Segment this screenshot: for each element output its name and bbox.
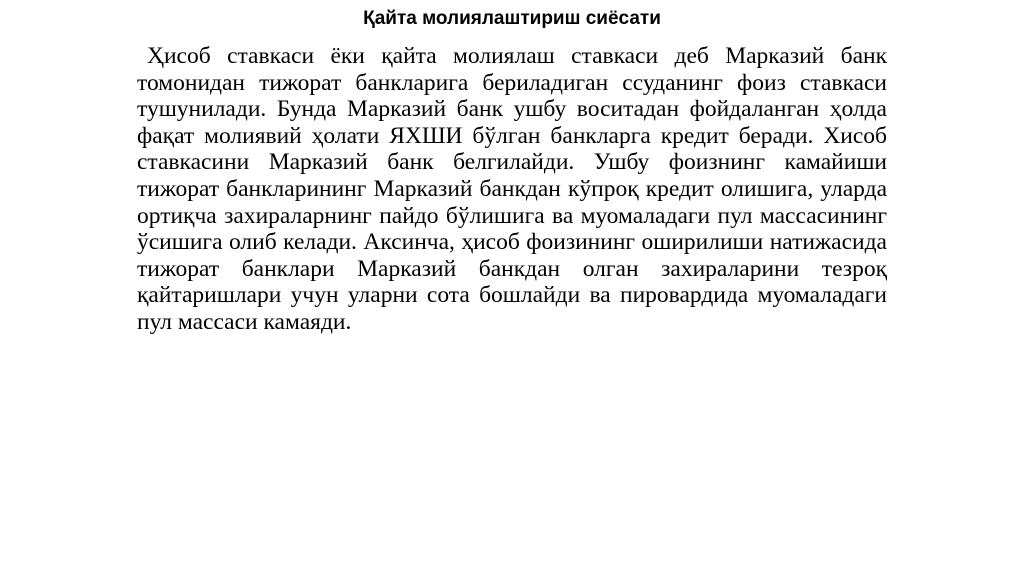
slide-title: Қайта молиялаштириш сиёсати bbox=[363, 8, 661, 29]
slide-paragraph: Ҳисоб ставкаси ёки қайта молиялаш ставкаси деб Марказий банк томонидан тижорат банкларига бериладиган ссуданинг фоиз ставкаси тушунилади. Бунда Марказий банк ушбу воситадан фойдаланган ҳолда фақат молиявий ҳолати ЯХШИ бўлган банкларга кредит беради. Хисоб ставкасини Марказий банк белгилайди. Ушбу фоизнинг камайиши тижорат банкларининг Марказий банкдан кўпроқ кредит олишига, уларда ортиқча захираларнинг пайдо бўлишига ва муомаладаги пул массасининг ўсишига олиб келади. Аксинча, ҳисоб фоизининг оширилиши натижасида тижорат банклари Марказий банкдан олган захираларини тезроқ қайтаришлари учун уларни сота бошлайди ва пировардида муомаладаги пул массаси камаяди. bbox=[137, 43, 887, 335]
